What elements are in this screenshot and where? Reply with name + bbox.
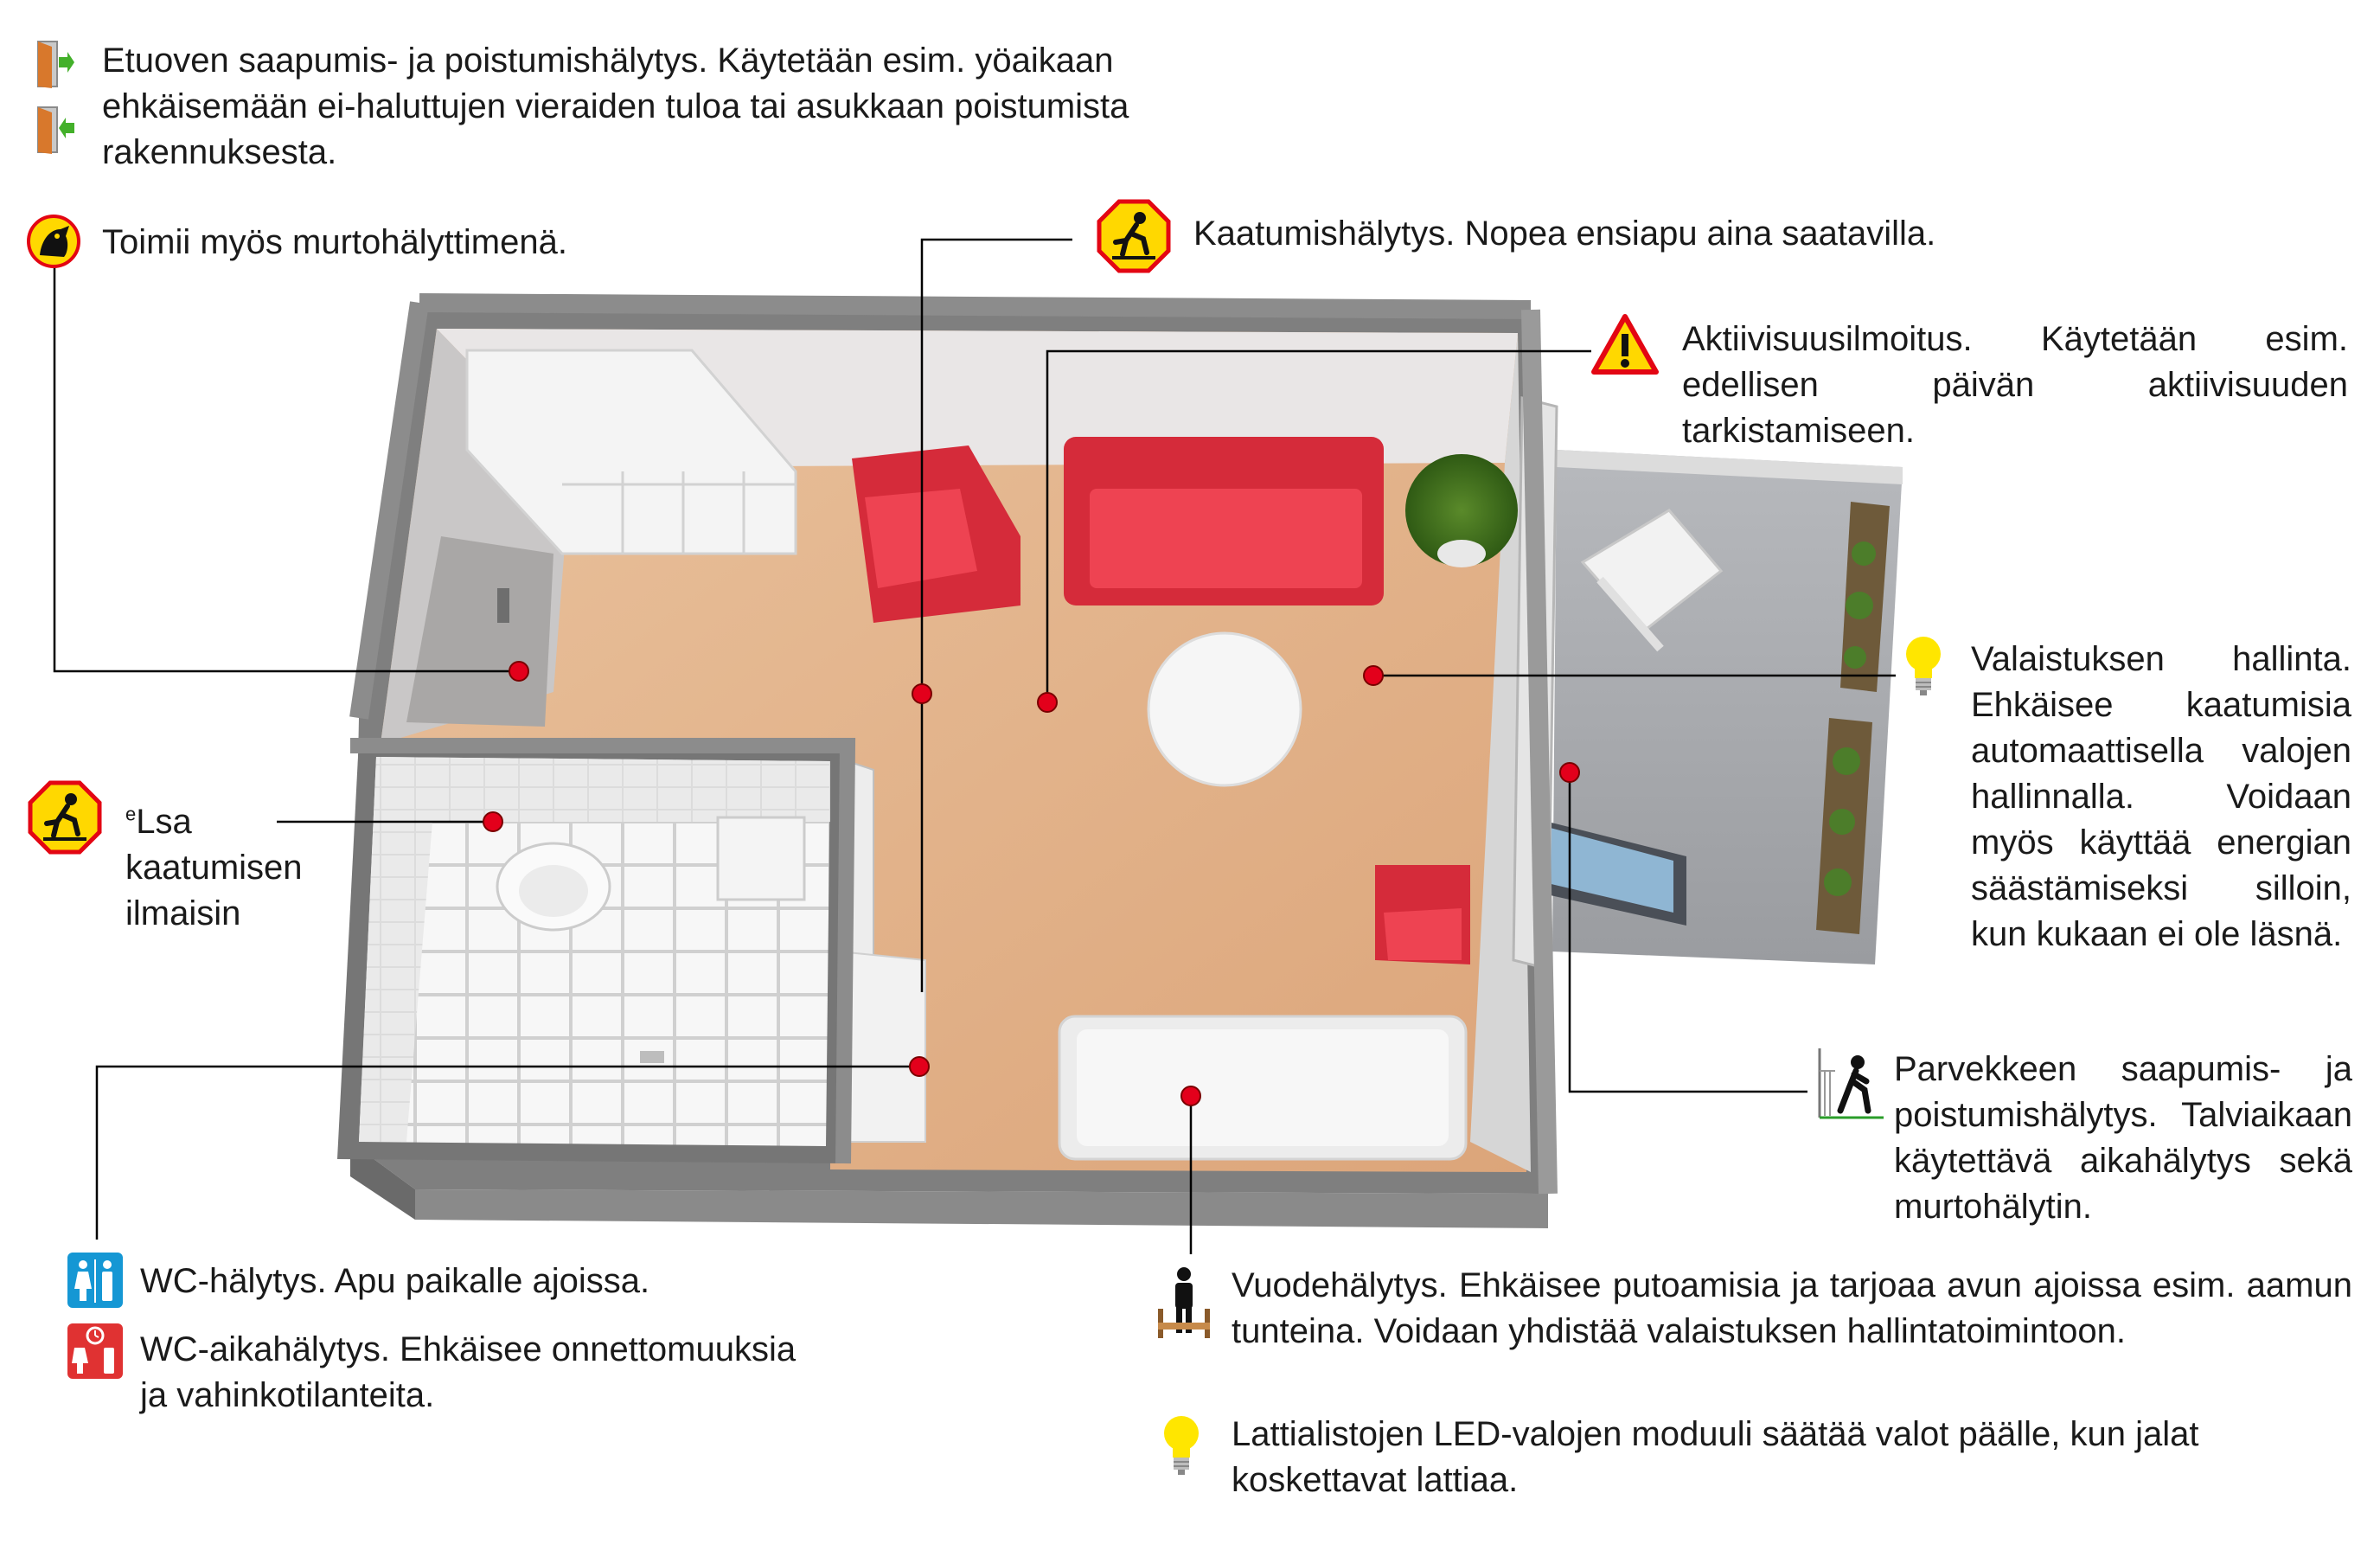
wc-clock-icon — [67, 1323, 123, 1379]
falling-person-icon — [28, 780, 102, 855]
light-bulb-icon — [1903, 633, 1944, 697]
balcony-walker-icon — [1814, 1045, 1884, 1119]
falling-person-icon — [1097, 199, 1171, 273]
front-door-alarm-text: Etuoven saapumis- ja poistumishälytys. Käytetään esim. yöaikaan ehkäisemään ei-haluttujen vieraiden tuloa tai asukkaan poistumista rakennuksesta. — [102, 42, 1129, 171]
balcony-alarm-text: Parvekkeen saapumis- ja poistumishälytys. Talviaikaan käytettävä aikahälytys sekä murtohälytin. — [1894, 1050, 2352, 1226]
sensor-marker-balcony — [1560, 763, 1579, 782]
light-bulb-icon — [1161, 1413, 1202, 1477]
fall-alarm-text: Kaatumishälytys. Nopea ensiapu aina saatavilla. — [1193, 215, 1936, 253]
activity-notice-text: Aktiivisuusilmoitus. Käytetään esim. edellisen päivän aktiivisuuden tarkistamiseen. — [1682, 320, 2348, 450]
sensor-marker-lighting — [1364, 666, 1383, 685]
elsa-superscript: e — [125, 803, 137, 825]
elsa-label: Lsa kaatumisen ilmaisin — [125, 803, 303, 932]
sensor-marker-wc — [910, 1057, 929, 1076]
balcony-leader-line — [1570, 772, 1807, 1092]
sensor-marker-elsa — [483, 812, 502, 831]
sensor-marker-bed — [1181, 1086, 1200, 1105]
wc-timer-alarm-text: WC-aikahälytys. Ehkäisee onnettomuuksia ja vahinkotilanteita. — [140, 1330, 797, 1414]
sensor-marker-hallway — [509, 662, 528, 681]
bed-alarm-text: Vuodehälytys. Ehkäisee putoamisia ja tarjoaa avun ajoissa esim. aamun tunteina. Voidaan yhdistää valaistuksen hallintatoimintoon. — [1232, 1266, 2352, 1350]
burglar-leader-line — [54, 258, 519, 671]
door-arrow-in-icon — [35, 38, 74, 90]
led-floor-module-text: Lattialistojen LED-valojen moduuli säätää valot päälle, kun jalat koskettavat lattiaa. — [1232, 1415, 2199, 1499]
sensor-marker-fall — [912, 684, 931, 703]
fall-leader-line — [922, 240, 1072, 992]
elsa-fall-detector-text — [125, 799, 333, 937]
lighting-control-text: Valaistuksen hallinta. Ehkäisee kaatumisia automaattisella valojen hallinnalla. Voidaan myös käyttää energian säästämiseksi silloin, kun kukaan ei ole läsnä. — [1971, 640, 2351, 953]
activity-leader-line — [1047, 351, 1591, 702]
burglar-alarm-text: Toimii myös murtohälyttimenä. — [102, 223, 567, 261]
sensor-marker-activity — [1038, 693, 1057, 712]
wc-people-icon — [67, 1253, 123, 1308]
burglar-icon — [26, 214, 81, 269]
wc-alarm-text: WC-hälytys. Apu paikalle ajoissa. — [140, 1262, 650, 1300]
bed-person-icon — [1155, 1265, 1213, 1340]
door-arrow-out-icon — [35, 104, 74, 156]
warning-triangle-icon — [1591, 313, 1659, 375]
wc-leader-line — [97, 1067, 919, 1240]
